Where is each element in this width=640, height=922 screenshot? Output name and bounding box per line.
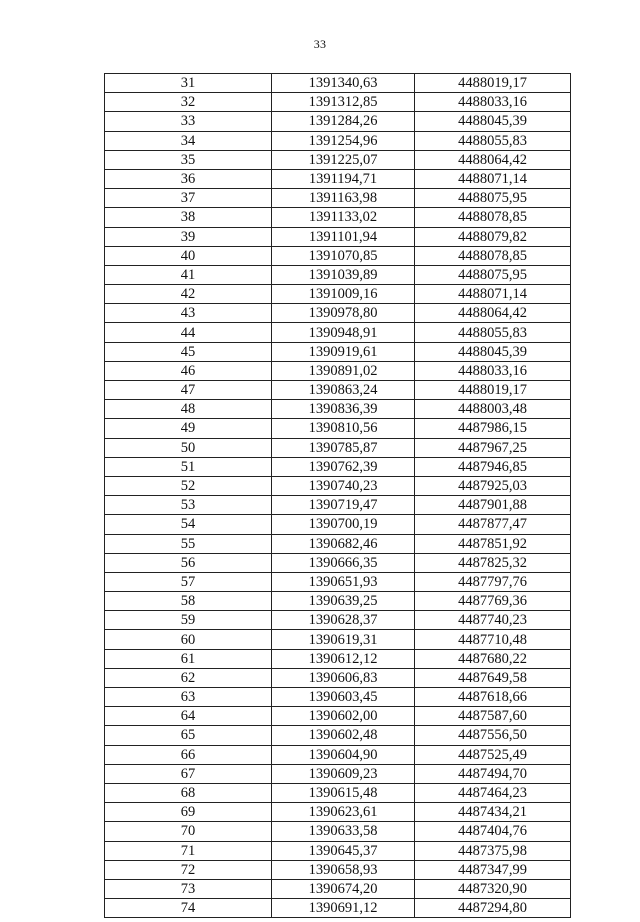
table-row [105,189,571,208]
point-number-cell: 67 [105,764,272,783]
table-row [105,361,571,380]
y-coordinate-cell: 4488079,82 [415,227,571,246]
point-number-cell: 34 [105,131,272,150]
point-number-cell: 40 [105,246,272,265]
point-number-cell: 48 [105,400,272,419]
table-row [105,745,571,764]
table-row [105,668,571,687]
point-number-cell: 39 [105,227,272,246]
table-row [105,419,571,438]
point-number-cell: 68 [105,783,272,802]
table-row [105,726,571,745]
point-number-cell: 42 [105,285,272,304]
x-coordinate-cell: 1390651,93 [272,572,415,591]
table-row [105,783,571,802]
table-row [105,381,571,400]
x-coordinate-cell: 1390836,39 [272,400,415,419]
y-coordinate-cell: 4488075,95 [415,265,571,284]
point-number-cell: 53 [105,496,272,515]
x-coordinate-cell: 1390891,02 [272,361,415,380]
point-number-cell: 66 [105,745,272,764]
point-number-cell: 63 [105,688,272,707]
x-coordinate-cell: 1391133,02 [272,208,415,227]
x-coordinate-cell: 1390623,61 [272,803,415,822]
table-row [105,553,571,572]
y-coordinate-cell: 4488064,42 [415,304,571,323]
y-coordinate-cell: 4487347,99 [415,860,571,879]
point-number-cell: 56 [105,553,272,572]
table-row [105,515,571,534]
x-coordinate-cell: 1391340,63 [272,74,415,93]
table-row [105,534,571,553]
point-number-cell: 49 [105,419,272,438]
x-coordinate-cell: 1391225,07 [272,150,415,169]
table-row [105,400,571,419]
y-coordinate-cell: 4487525,49 [415,745,571,764]
x-coordinate-cell: 1390682,46 [272,534,415,553]
point-number-cell: 31 [105,74,272,93]
y-coordinate-cell: 4487464,23 [415,783,571,802]
table-row [105,611,571,630]
x-coordinate-cell: 1390604,90 [272,745,415,764]
coordinates-table [104,73,571,918]
y-coordinate-cell: 4488003,48 [415,400,571,419]
table-row [105,323,571,342]
table-row [105,265,571,284]
point-number-cell: 47 [105,381,272,400]
x-coordinate-cell: 1390762,39 [272,457,415,476]
y-coordinate-cell: 4487769,36 [415,592,571,611]
y-coordinate-cell: 4487967,25 [415,438,571,457]
y-coordinate-cell: 4487320,90 [415,879,571,898]
y-coordinate-cell: 4488075,95 [415,189,571,208]
x-coordinate-cell: 1390615,48 [272,783,415,802]
x-coordinate-cell: 1390666,35 [272,553,415,572]
point-number-cell: 33 [105,112,272,131]
table-row [105,707,571,726]
point-number-cell: 36 [105,169,272,188]
table-row [105,822,571,841]
table-row [105,803,571,822]
x-coordinate-cell: 1391254,96 [272,131,415,150]
x-coordinate-cell: 1390691,12 [272,899,415,918]
y-coordinate-cell: 4488033,16 [415,361,571,380]
point-number-cell: 35 [105,150,272,169]
y-coordinate-cell: 4487851,92 [415,534,571,553]
point-number-cell: 41 [105,265,272,284]
point-number-cell: 59 [105,611,272,630]
point-number-cell: 50 [105,438,272,457]
y-coordinate-cell: 4488019,17 [415,381,571,400]
table-row [105,169,571,188]
table-row [105,131,571,150]
y-coordinate-cell: 4487740,23 [415,611,571,630]
x-coordinate-cell: 1391284,26 [272,112,415,131]
x-coordinate-cell: 1390628,37 [272,611,415,630]
table-row [105,630,571,649]
table-row [105,208,571,227]
y-coordinate-cell: 4487294,80 [415,899,571,918]
table-row [105,74,571,93]
x-coordinate-cell: 1390978,80 [272,304,415,323]
y-coordinate-cell: 4488078,85 [415,246,571,265]
y-coordinate-cell: 4487946,85 [415,457,571,476]
table-row [105,476,571,495]
x-coordinate-cell: 1390633,58 [272,822,415,841]
point-number-cell: 73 [105,879,272,898]
x-coordinate-cell: 1390919,61 [272,342,415,361]
y-coordinate-cell: 4487618,66 [415,688,571,707]
y-coordinate-cell: 4487986,15 [415,419,571,438]
y-coordinate-cell: 4487556,50 [415,726,571,745]
x-coordinate-cell: 1390948,91 [272,323,415,342]
point-number-cell: 58 [105,592,272,611]
table-row [105,285,571,304]
x-coordinate-cell: 1391312,85 [272,93,415,112]
x-coordinate-cell: 1390602,00 [272,707,415,726]
point-number-cell: 54 [105,515,272,534]
x-coordinate-cell: 1390658,93 [272,860,415,879]
point-number-cell: 71 [105,841,272,860]
point-number-cell: 46 [105,361,272,380]
x-coordinate-cell: 1390700,19 [272,515,415,534]
x-coordinate-cell: 1391070,85 [272,246,415,265]
x-coordinate-cell: 1390609,23 [272,764,415,783]
x-coordinate-cell: 1390740,23 [272,476,415,495]
y-coordinate-cell: 4487587,60 [415,707,571,726]
y-coordinate-cell: 4487797,76 [415,572,571,591]
y-coordinate-cell: 4487494,70 [415,764,571,783]
y-coordinate-cell: 4487710,48 [415,630,571,649]
point-number-cell: 62 [105,668,272,687]
y-coordinate-cell: 4488033,16 [415,93,571,112]
x-coordinate-cell: 1390719,47 [272,496,415,515]
table-row [105,438,571,457]
table-row [105,457,571,476]
point-number-cell: 57 [105,572,272,591]
point-number-cell: 32 [105,93,272,112]
x-coordinate-cell: 1391194,71 [272,169,415,188]
table-row [105,879,571,898]
point-number-cell: 65 [105,726,272,745]
y-coordinate-cell: 4487825,32 [415,553,571,572]
point-number-cell: 55 [105,534,272,553]
x-coordinate-cell: 1390645,37 [272,841,415,860]
table-row [105,496,571,515]
y-coordinate-cell: 4488045,39 [415,342,571,361]
point-number-cell: 52 [105,476,272,495]
table-row [105,93,571,112]
point-number-cell: 60 [105,630,272,649]
point-number-cell: 37 [105,189,272,208]
table-row [105,112,571,131]
table-row [105,592,571,611]
point-number-cell: 44 [105,323,272,342]
table-row [105,860,571,879]
point-number-cell: 38 [105,208,272,227]
y-coordinate-cell: 4487680,22 [415,649,571,668]
y-coordinate-cell: 4488055,83 [415,131,571,150]
y-coordinate-cell: 4487649,58 [415,668,571,687]
x-coordinate-cell: 1390674,20 [272,879,415,898]
x-coordinate-cell: 1390612,12 [272,649,415,668]
y-coordinate-cell: 4487901,88 [415,496,571,515]
x-coordinate-cell: 1391163,98 [272,189,415,208]
y-coordinate-cell: 4488019,17 [415,74,571,93]
y-coordinate-cell: 4488045,39 [415,112,571,131]
page-number: 33 [313,37,327,51]
table-row [105,649,571,668]
y-coordinate-cell: 4488071,14 [415,285,571,304]
x-coordinate-cell: 1390863,24 [272,381,415,400]
x-coordinate-cell: 1390602,48 [272,726,415,745]
y-coordinate-cell: 4487404,76 [415,822,571,841]
point-number-cell: 72 [105,860,272,879]
point-number-cell: 70 [105,822,272,841]
point-number-cell: 51 [105,457,272,476]
x-coordinate-cell: 1391101,94 [272,227,415,246]
x-coordinate-cell: 1390810,56 [272,419,415,438]
x-coordinate-cell: 1390619,31 [272,630,415,649]
table-row [105,246,571,265]
table-row [105,841,571,860]
x-coordinate-cell: 1391039,89 [272,265,415,284]
point-number-cell: 64 [105,707,272,726]
point-number-cell: 69 [105,803,272,822]
point-number-cell: 74 [105,899,272,918]
coordinates-table-body [105,74,571,918]
point-number-cell: 45 [105,342,272,361]
x-coordinate-cell: 1390785,87 [272,438,415,457]
point-number-cell: 43 [105,304,272,323]
table-row [105,342,571,361]
y-coordinate-cell: 4487877,47 [415,515,571,534]
table-row [105,688,571,707]
x-coordinate-cell: 1391009,16 [272,285,415,304]
table-row [105,304,571,323]
y-coordinate-cell: 4487375,98 [415,841,571,860]
table-row [105,572,571,591]
y-coordinate-cell: 4488078,85 [415,208,571,227]
x-coordinate-cell: 1390603,45 [272,688,415,707]
y-coordinate-cell: 4487434,21 [415,803,571,822]
y-coordinate-cell: 4488055,83 [415,323,571,342]
x-coordinate-cell: 1390639,25 [272,592,415,611]
table-row [105,764,571,783]
table-row [105,899,571,918]
y-coordinate-cell: 4488064,42 [415,150,571,169]
point-number-cell: 61 [105,649,272,668]
table-row [105,227,571,246]
y-coordinate-cell: 4488071,14 [415,169,571,188]
y-coordinate-cell: 4487925,03 [415,476,571,495]
x-coordinate-cell: 1390606,83 [272,668,415,687]
table-row [105,150,571,169]
